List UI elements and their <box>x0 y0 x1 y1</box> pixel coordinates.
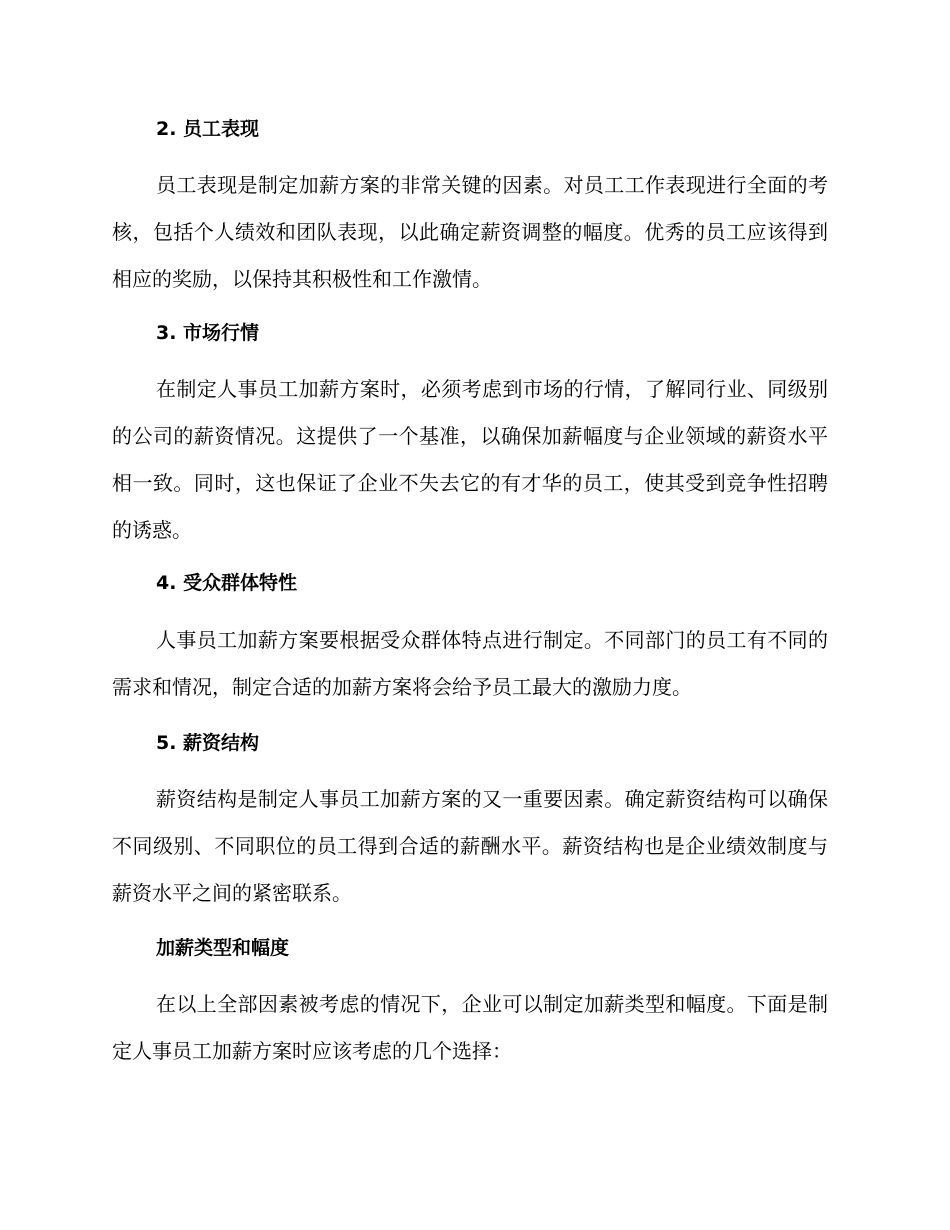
section-body-audience-traits: 人事员工加薪方案要根据受众群体特点进行制定。不同部门的员工有不同的需求和情况，制定合适的加薪方案将会给予员工最大的激励力度。 <box>112 628 828 699</box>
section-body-raise-types: 在以上全部因素被考虑的情况下，企业可以制定加薪类型和幅度。下面是制定人事员工加薪方案时应该考虑的几个选择： <box>112 992 828 1063</box>
section-body-employee-performance: 员工表现是制定加薪方案的非常关键的因素。对员工工作表现进行全面的考核，包括个人绩效和团队表现，以此确定薪资调整的幅度。优秀的员工应该得到相应的奖励，以保持其积极性和工作激情。 <box>112 173 828 291</box>
section-heading-raise-types: 加薪类型和幅度 <box>156 937 290 959</box>
section-heading-employee-performance: 2. 员工表现 <box>156 118 260 140</box>
section-heading-market-conditions: 3. 市场行情 <box>156 322 260 344</box>
section-heading-salary-structure: 5. 薪资结构 <box>156 732 260 754</box>
section-heading-audience-traits: 4. 受众群体特性 <box>156 572 298 594</box>
section-body-market-conditions: 在制定人事员工加薪方案时，必须考虑到市场的行情，了解同行业、同级别的公司的薪资情况。这提供了一个基准，以确保加薪幅度与企业领域的薪资水平相一致。同时，这也保证了企业不失去它的有才华的员工，使其受到竞争性招聘的诱惑。 <box>112 377 828 542</box>
section-body-salary-structure: 薪资结构是制定人事员工加薪方案的又一重要因素。确定薪资结构可以确保不同级别、不同职位的员工得到合适的薪酬水平。薪资结构也是企业绩效制度与薪资水平之间的紧密联系。 <box>112 787 828 905</box>
